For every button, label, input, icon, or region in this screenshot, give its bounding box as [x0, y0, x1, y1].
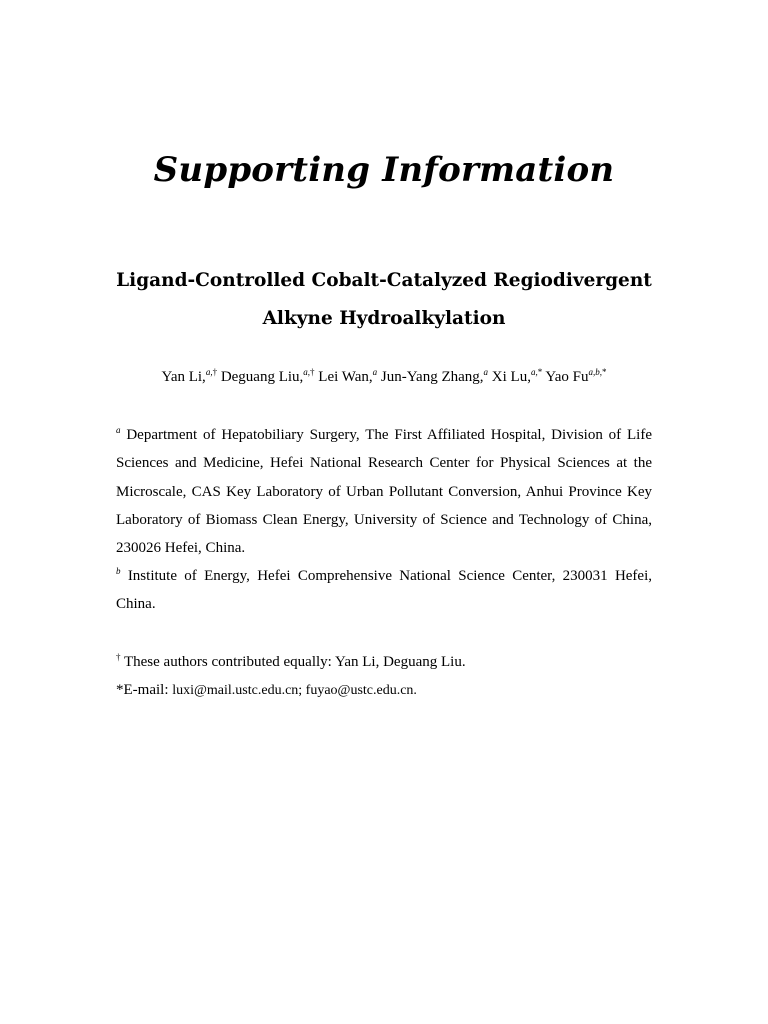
- paper-title-line-2: Alkyne Hydroalkylation: [262, 308, 506, 329]
- author-affiliation-mark: a,*: [530, 367, 543, 377]
- paper-title-line-1: Ligand-Controlled Cobalt-Catalyzed Regiodivergent: [116, 270, 652, 291]
- author-name: Jun-Yang Zhang,: [377, 369, 484, 385]
- author-affiliation-mark: a: [372, 367, 378, 377]
- author-affiliation-mark: a,b,*: [588, 367, 607, 377]
- author-name: Xi Lu,: [488, 369, 531, 385]
- affiliation-b-text: Institute of Energy, Hefei Comprehensive National Science Center, 230031 Hefei, China.: [116, 568, 652, 613]
- supporting-information-heading: Supporting Information: [153, 150, 615, 190]
- email-note: [116, 676, 652, 705]
- author-affiliation-mark: a: [483, 367, 489, 377]
- author-affiliation-mark: a,†: [205, 367, 218, 377]
- email-addresses: luxi@mail.ustc.edu.cn; fuyao@ustc.edu.cn.: [172, 683, 417, 698]
- dagger-mark: †: [116, 652, 121, 662]
- paper-title: [90, 262, 678, 338]
- affiliation-b-label: b: [116, 566, 121, 576]
- affiliation-a-text: Department of Hepatobiliary Surgery, The First Affiliated Hospital, Division of Life Sciences and Medicine, Hefei National Research Center for Physical Sciences at the Microscale, CAS Key Laboratory of Urban Pollutant Conversion, Anhui Province Key Laboratory of Biomass Clean Energy, University of Science and Technology of China, 230026 Hefei, China.: [116, 427, 653, 557]
- author-list: [60, 366, 708, 388]
- author-name: Yao Fu: [542, 369, 589, 385]
- author-affiliation-mark: a,†: [303, 367, 315, 377]
- author-name: Yan Li,: [161, 369, 206, 385]
- author-name: Deguang Liu,: [217, 369, 304, 385]
- affiliation-a: [116, 421, 652, 562]
- equal-contribution-text: These authors contributed equally: Yan Li, Deguang Liu.: [123, 654, 466, 670]
- email-label: *E-mail:: [116, 682, 169, 698]
- affiliation-a-label: a: [116, 425, 121, 435]
- equal-contribution-note: [116, 648, 652, 676]
- affiliation-b: [116, 562, 652, 619]
- author-name: Lei Wan,: [314, 369, 373, 385]
